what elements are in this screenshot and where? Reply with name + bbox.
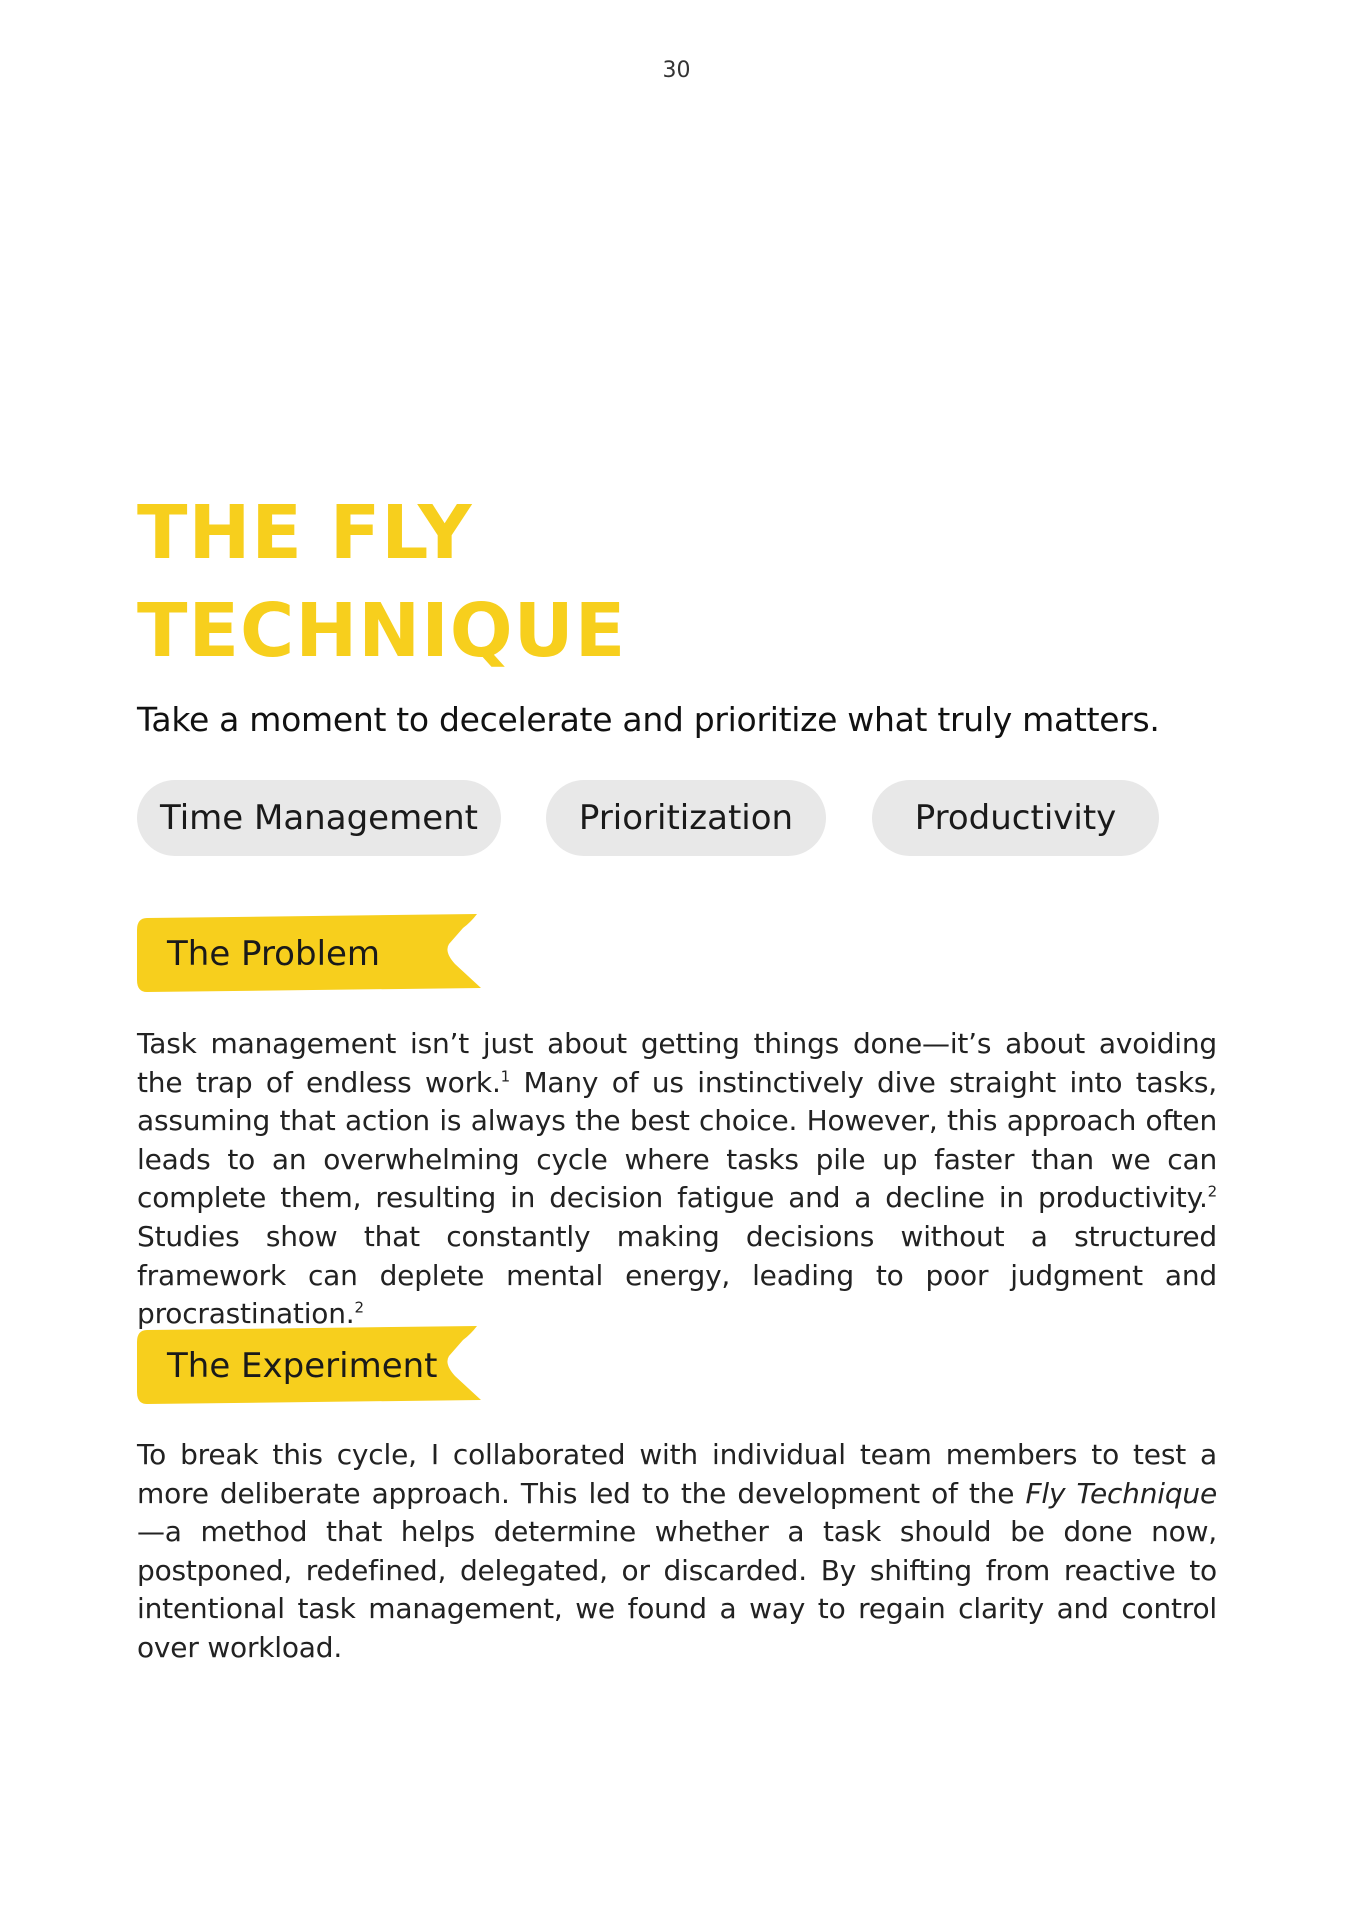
page-title bbox=[137, 484, 626, 680]
tag-productivity: Productivity bbox=[872, 780, 1159, 856]
tag-time-management: Time Management bbox=[137, 780, 501, 856]
footnote-ref-3: 2 bbox=[354, 1298, 364, 1317]
page-number: 30 bbox=[662, 58, 691, 83]
footnote-ref-2: 2 bbox=[1207, 1183, 1217, 1202]
problem-paragraph bbox=[137, 1025, 1217, 1334]
tag-list bbox=[137, 780, 1237, 856]
fly-technique-emphasis: Fly Technique bbox=[1025, 1476, 1217, 1510]
section-heading-problem bbox=[137, 914, 482, 992]
section-heading-label: The Problem bbox=[167, 934, 381, 974]
section-heading-experiment bbox=[137, 1326, 482, 1404]
problem-text-2: Many of us instinctively dive straight into tasks, assuming that action is always the best choice. However, this approach often leads to an overwhelming cycle where tasks pile up faster than we can complete them, resulting in decision fatigue and a decline in productivity. bbox=[137, 1065, 1217, 1215]
footnote-ref-1: 1 bbox=[500, 1067, 510, 1086]
problem-text-1: Task management isn’t just about getting things done—it’s about avoiding the trap of endless work. bbox=[137, 1027, 1217, 1099]
page-title-line-1: THE FLY bbox=[137, 490, 473, 576]
section-heading-label: The Experiment bbox=[167, 1346, 438, 1386]
experiment-text-1: To break this cycle, I collaborated with individual team members to test a more deliberate approach. This led to the development of the bbox=[137, 1438, 1217, 1510]
experiment-text-2: —a method that helps determine whether a task should be done now, postponed, redefined, delegated, or discarded. By shifting from reactive to intentional task management, we found a way to regain clarity and control over workload. bbox=[137, 1515, 1217, 1664]
problem-text-3: Studies show that constantly making decisions without a structured framework can deplete mental energy, leading to poor judgment and procrastination. bbox=[137, 1219, 1217, 1331]
page-title-line-2: TECHNIQUE bbox=[137, 588, 627, 674]
tag-prioritization: Prioritization bbox=[546, 780, 826, 856]
page-subtitle: Take a moment to decelerate and prioritize what truly matters. bbox=[137, 700, 1160, 739]
experiment-paragraph bbox=[137, 1436, 1217, 1668]
